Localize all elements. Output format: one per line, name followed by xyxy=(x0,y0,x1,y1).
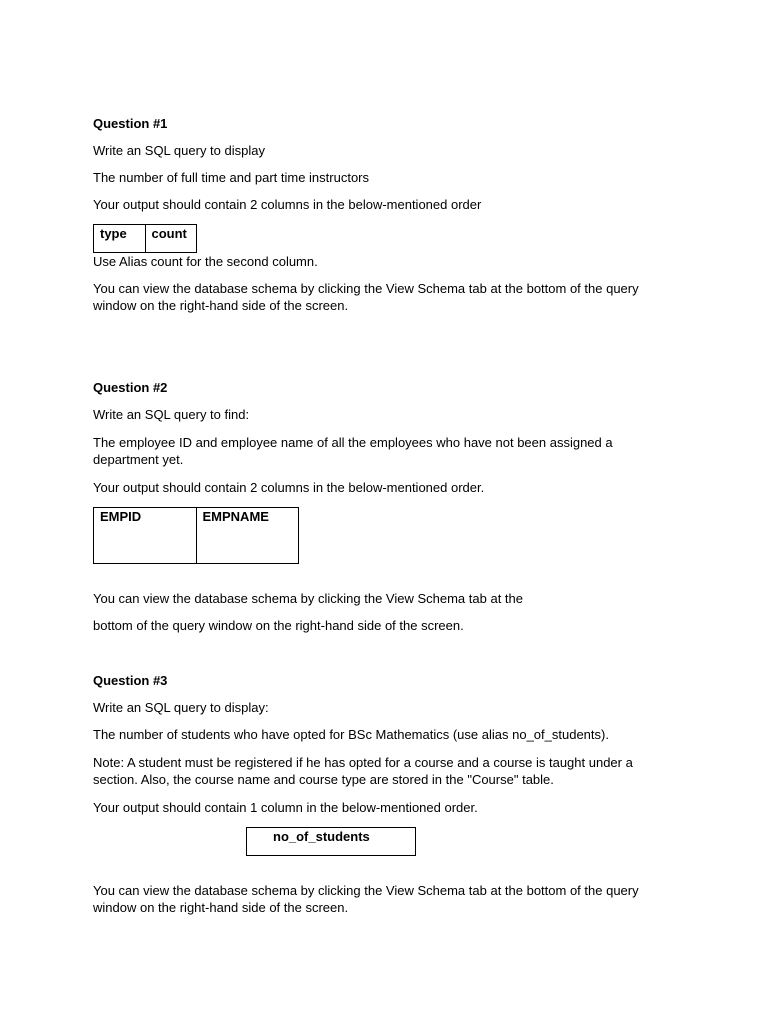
question-1-columns-table xyxy=(93,224,197,253)
question-2-schema-note-line-1: You can view the database schema by clicking the View Schema tab at the xyxy=(93,591,523,606)
question-1-task: The number of full time and part time instructors xyxy=(93,170,370,185)
question-3-task: The number of students who have opted for BSc Mathematics (use alias no_of_students). xyxy=(93,727,609,742)
table-row xyxy=(247,828,416,856)
question-2-intro: Write an SQL query to find: xyxy=(93,407,250,422)
column-header-empname: EMPNAME xyxy=(196,508,299,564)
column-header-type: type xyxy=(94,225,146,253)
column-header-no-of-students: no_of_students xyxy=(247,828,416,856)
question-1-intro: Write an SQL query to display xyxy=(93,143,265,158)
question-3-columns-table xyxy=(246,827,416,856)
question-1-alias-note: Use Alias count for the second column. xyxy=(93,254,318,269)
question-3-output-note: Your output should contain 1 column in the below-mentioned order. xyxy=(93,800,478,815)
question-3-schema-note: You can view the database schema by clicking the View Schema tab at the bottom of the query window on the right-hand side of the screen. xyxy=(93,883,639,915)
question-3-heading: Question #3 xyxy=(93,673,168,688)
table-row xyxy=(94,508,299,564)
column-header-count: count xyxy=(145,225,197,253)
column-header-empid: EMPID xyxy=(94,508,197,564)
question-2-output-note: Your output should contain 2 columns in the below-mentioned order. xyxy=(93,480,485,495)
question-1-schema-note: You can view the database schema by clicking the View Schema tab at the bottom of the query window on the right-hand side of the screen. xyxy=(93,281,639,313)
question-2-columns-table xyxy=(93,507,299,564)
question-1-output-note: Your output should contain 2 columns in the below-mentioned order xyxy=(93,197,482,212)
table-row xyxy=(94,225,197,253)
question-3-note: Note: A student must be registered if he has opted for a course and a course is taught under a section. Also, the course name and course type are stored in the "Course" table. xyxy=(93,755,633,787)
question-2-schema-note-line-2: bottom of the query window on the right-hand side of the screen. xyxy=(93,618,464,633)
question-1-heading: Question #1 xyxy=(93,116,168,131)
question-2-heading: Question #2 xyxy=(93,380,168,395)
question-2-task: The employee ID and employee name of all the employees who have not been assigned a department yet. xyxy=(93,435,613,467)
question-3-intro: Write an SQL query to display: xyxy=(93,700,269,715)
